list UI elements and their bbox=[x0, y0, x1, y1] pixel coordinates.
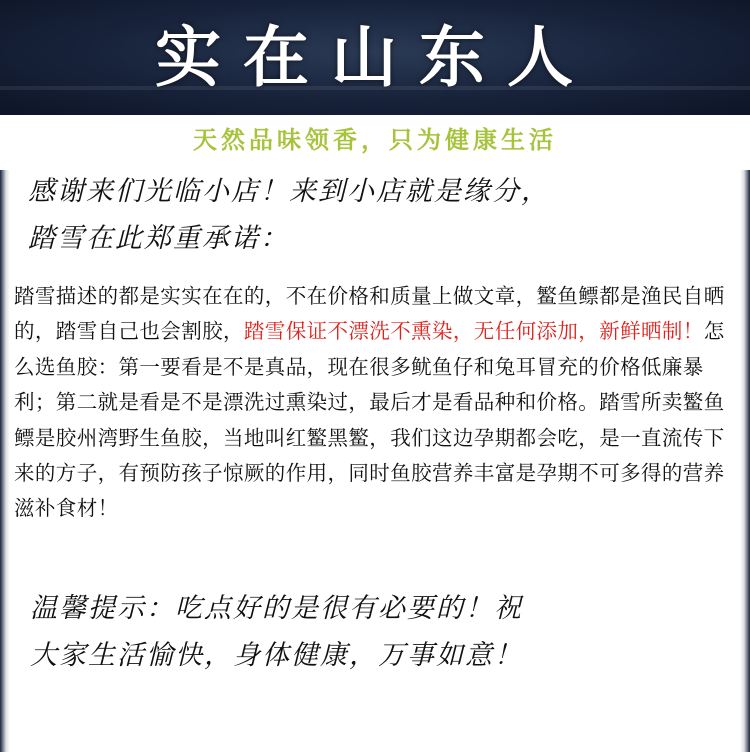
greeting-line: 感谢来们光临小店！来到小店就是缘分， bbox=[28, 176, 550, 207]
reminder-block bbox=[30, 585, 735, 679]
description-text: 怎么选鱼胶：第一要看是不是真品，现在很多鱿鱼仔和兔耳冒充的价格低廉暴利；第二就是看是不是漂洗过熏染过，最后才是看品种和价格。踏雪所卖鳘鱼鳔是胶州湾野生鱼胶，当地叫红鳘黑鳘，我们这边孕期都会吃，是一直流传下来的方子，有预防孩子惊厥的作用，同时鱼胶营养丰富是孕期不可多得的营养滋补食材！ bbox=[14, 319, 725, 521]
promise-highlight: 踏雪保证不漂洗不熏染，无任何添加，新鲜晒制！ bbox=[243, 319, 704, 344]
reminder-line: 温馨提示：吃点好的是很有必要的！祝 bbox=[30, 593, 523, 624]
greeting-line: 踏雪在此郑重承诺： bbox=[28, 223, 289, 254]
header-banner bbox=[0, 0, 750, 115]
right-edge-decoration bbox=[740, 170, 750, 752]
tagline: 天然品味领香，只为健康生活 bbox=[193, 126, 557, 154]
banner-title: 实在山东人 bbox=[155, 18, 595, 96]
product-description bbox=[14, 279, 736, 527]
left-edge-decoration bbox=[0, 170, 10, 752]
description-text: 踏雪描述的都是实实在在的，不在价格和质量上做文章，鳘鱼鳔都是渔民自晒的，踏雪自己也会割胶， bbox=[14, 284, 725, 344]
greeting-block bbox=[28, 168, 728, 262]
reminder-line: 大家生活愉快，身体健康，万事如意！ bbox=[30, 640, 523, 671]
